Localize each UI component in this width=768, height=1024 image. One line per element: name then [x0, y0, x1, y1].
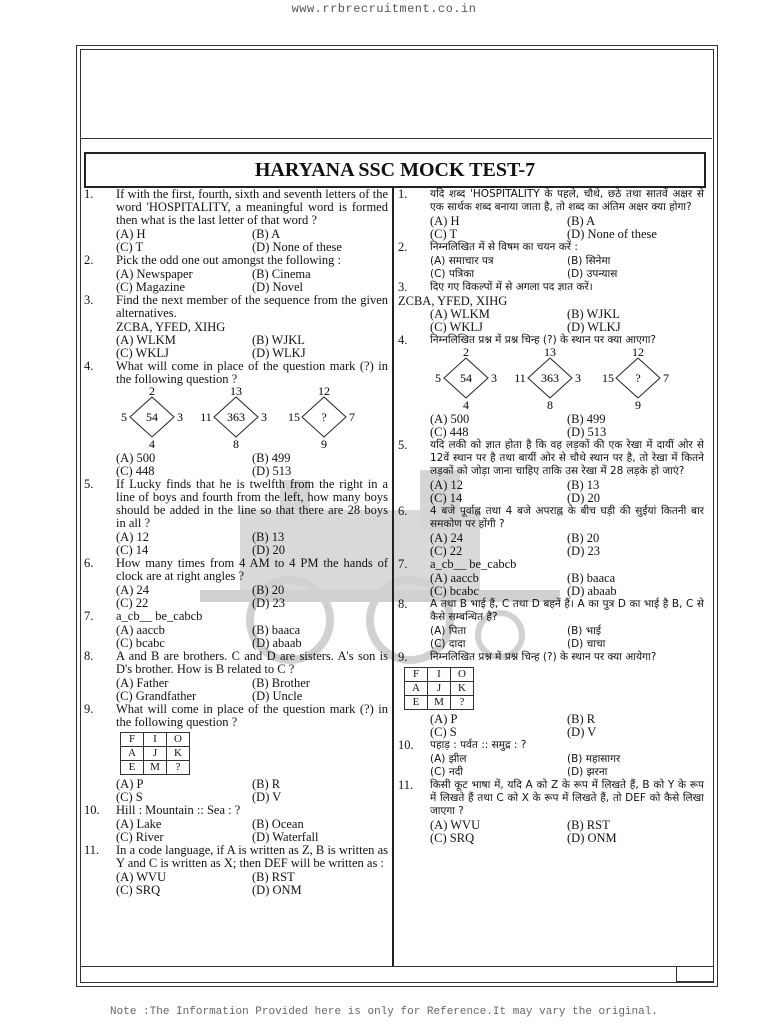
question-3: 3. Find the next member of the sequence from the given alternatives.: [84, 293, 388, 320]
options: (A) Lake (B) Ocean (C) River (D) Waterfall: [116, 817, 319, 844]
svg-text:2: 2: [149, 387, 155, 398]
column-divider: [392, 186, 394, 966]
footer-divider: [80, 966, 712, 967]
question-5: 5. यदि लकी को ज्ञात होता है कि वह लड़कों की एक रेखा में दायीं ओर से 12वें स्थान पर है तथा बायीं ओर से चौथे स्थान पर है, तो रेखा में कितने लड़कों को जोड़ा जाना चाहिए ताकि उस रेखा में 28 लड़के हो जाएं?: [398, 438, 704, 477]
options: (A) झील (B) महासागर (C) नदी (D) झरना: [430, 753, 621, 778]
svg-text:5: 5: [121, 410, 127, 424]
options: (A) 500 (B) 499 (C) 448 (D) 513: [430, 412, 607, 439]
svg-text:54: 54: [460, 371, 472, 385]
svg-text:8: 8: [233, 437, 239, 449]
question-text: If with the first, fourth, sixth and seventh letters of the word 'HOSPITALITY, a meaningful word is formed then what is the last letter of that word ?: [116, 187, 388, 227]
svg-text:4: 4: [463, 398, 469, 410]
options: (A) H (B) A (C) T (D) None of these: [430, 214, 657, 241]
footer-note: Note :The Information Provided here is only for Reference.It may vary the original.: [110, 1006, 658, 1018]
options: (A) H (B) A (C) T (D) None of these: [116, 227, 342, 254]
question-2: 2. Pick the odd one out amongst the following :: [84, 253, 341, 267]
svg-text:363: 363: [227, 410, 245, 424]
svg-text:4: 4: [149, 437, 155, 449]
svg-text:13: 13: [544, 348, 556, 359]
svg-text:54: 54: [146, 410, 158, 424]
svg-text:?: ?: [635, 371, 641, 385]
letter-grid: F I O A J K E M ?: [120, 732, 190, 775]
question-10: 10. Hill : Mountain :: Sea : ?: [84, 803, 241, 817]
svg-text:12: 12: [318, 387, 330, 398]
options: (A) P (B) R (C) S (D) V: [116, 777, 282, 804]
page-number-box: [676, 966, 714, 982]
sequence: ZCBA, YFED, XIHG: [116, 320, 226, 334]
options: (A) 24 (B) 20 (C) 22 (D) 23: [430, 531, 600, 558]
site-url: www.rrbrecruitment.co.in: [291, 2, 477, 16]
question-7: 7. a_cb__ be_cabcb: [398, 557, 517, 571]
question-6: 6. 4 बजे पूर्वाह्न तथा 4 बजे अपराह्न के बीच घड़ी की सुईयां कितनी बार समकोण पर होंगी ?: [398, 504, 704, 530]
sequence: ZCBA, YFED, XIHG: [398, 294, 508, 308]
svg-text:8: 8: [547, 398, 553, 410]
svg-text:15: 15: [288, 410, 300, 424]
svg-text:7: 7: [349, 410, 355, 424]
question-7: 7. a_cb__ be_cabcb: [84, 609, 203, 623]
svg-text:9: 9: [321, 437, 327, 449]
question-1: 1. If with the first, fourth, sixth and seventh letters of the word 'HOSPITALITY, a meaningful word is formed then what is the last letter of that word ?: [84, 187, 388, 227]
svg-text:15: 15: [602, 371, 614, 385]
question-11: 11. किसी कूट भाषा में, यदि A को Z के रूप में लिखते हैं, B को Y के रूप में लिखते हैं तथा C को X के रूप में लिखते हैं, तो DEF को कैसे लिखा जाएगा ?: [398, 778, 704, 817]
svg-text:3: 3: [261, 410, 267, 424]
options: (A) 24 (B) 20 (C) 22 (D) 23: [116, 583, 285, 610]
diamond-diagrams: [398, 348, 698, 410]
svg-text:9: 9: [635, 398, 641, 410]
question-8: 8. A तथा B भाई हैं, C तथा D बहनें हैं। A का पुत्र D का भाई है B, C से कैसे सम्बन्धित है?: [398, 597, 704, 623]
svg-text:12: 12: [632, 348, 644, 359]
options: (A) WVU (B) RST (C) SRQ (D) ONM: [430, 818, 617, 845]
svg-text:?: ?: [321, 410, 327, 424]
options: (A) WLKM (B) WJKL (C) WKLJ (D) WLKJ: [430, 307, 621, 334]
options: (A) 12 (B) 13 (C) 14 (D) 20: [116, 530, 285, 557]
question-4: 4. What will come in place of the question mark (?) in the following question ?: [84, 359, 388, 386]
options: (A) WLKM (B) WJKL (C) WKLJ (D) WLKJ: [116, 333, 306, 360]
svg-text:7: 7: [663, 371, 669, 385]
options: (A) 12 (B) 13 (C) 14 (D) 20: [430, 478, 600, 505]
question-5: 5. If Lucky finds that he is twelfth from the right in a line of boys and fourth from the left, how many boys should be added in the line so that there are 28 boys in all ?: [84, 477, 388, 530]
diamond-diagrams: [84, 387, 384, 449]
options: (A) WVU (B) RST (C) SRQ (D) ONM: [116, 870, 302, 897]
options: (A) aaccb (B) baaca (C) bcabc (D) abaab: [116, 623, 302, 650]
svg-text:13: 13: [230, 387, 242, 398]
header-divider: [80, 138, 712, 139]
page-title: HARYANA SSC MOCK TEST-7: [84, 152, 706, 188]
question-8: 8. A and B are brothers. C and D are sisters. A's son is D's brother. How is B related to C ?: [84, 649, 388, 676]
svg-text:2: 2: [463, 348, 469, 359]
question-11: 11. In a code language, if A is written as Z, B is written as Y and C is written as X; then DEF will be written as :: [84, 843, 388, 870]
question-10: 10. पहाड़ : पर्वत :: समुद्र : ?: [398, 738, 527, 752]
question-3: 3. दिए गए विकल्पों में से अगला पद ज्ञात करें।: [398, 280, 593, 294]
question-2: 2. निम्नलिखित में से विषम का चयन करें :: [398, 240, 578, 254]
options: (A) 500 (B) 499 (C) 448 (D) 513: [116, 451, 292, 478]
options: (A) aaccb (B) baaca (C) bcabc (D) abaab: [430, 571, 617, 598]
options: (A) P (B) R (C) S (D) V: [430, 712, 597, 739]
question-6: 6. How many times from 4 AM to 4 PM the hands of clock are at right angles ?: [84, 556, 388, 583]
letter-grid: F I O A J K E M ?: [404, 667, 474, 710]
svg-text:3: 3: [491, 371, 497, 385]
svg-text:11: 11: [514, 371, 526, 385]
svg-text:3: 3: [575, 371, 581, 385]
svg-text:11: 11: [200, 410, 212, 424]
svg-text:363: 363: [541, 371, 559, 385]
options: (A) समाचार पत्र (B) सिनेमा (C) पत्रिका (D) उपन्यास: [430, 255, 618, 280]
options: (A) Father (B) Brother (C) Grandfather (D) Uncle: [116, 676, 310, 703]
question-4: 4. निम्नलिखित प्रश्न में प्रश्न चिन्ह (?) के स्थान पर क्या आएगा?: [398, 333, 656, 347]
svg-text:3: 3: [177, 410, 183, 424]
question-9: 9. निम्नलिखित प्रश्न में प्रश्न चिन्ह (?) के स्थान पर क्या आयेगा?: [398, 650, 657, 664]
options: (A) Newspaper (B) Cinema (C) Magazine (D) Novel: [116, 267, 311, 294]
question-9: 9. What will come in place of the question mark (?) in the following question ?: [84, 702, 388, 729]
svg-text:5: 5: [435, 371, 441, 385]
hindi-column: [398, 188, 704, 845]
question-1: 1. यदि शब्द 'HOSPITALITY के पहले, चौथे, छठे तथा सातवें अक्षर से एक सार्थक शब्द बनाया जाता है, तो शब्द का अंतिम अक्षर क्या होगा?: [398, 187, 704, 213]
english-column: [84, 188, 388, 897]
options: (A) पिता (B) भाई (C) दादा (D) चाचा: [430, 625, 606, 650]
